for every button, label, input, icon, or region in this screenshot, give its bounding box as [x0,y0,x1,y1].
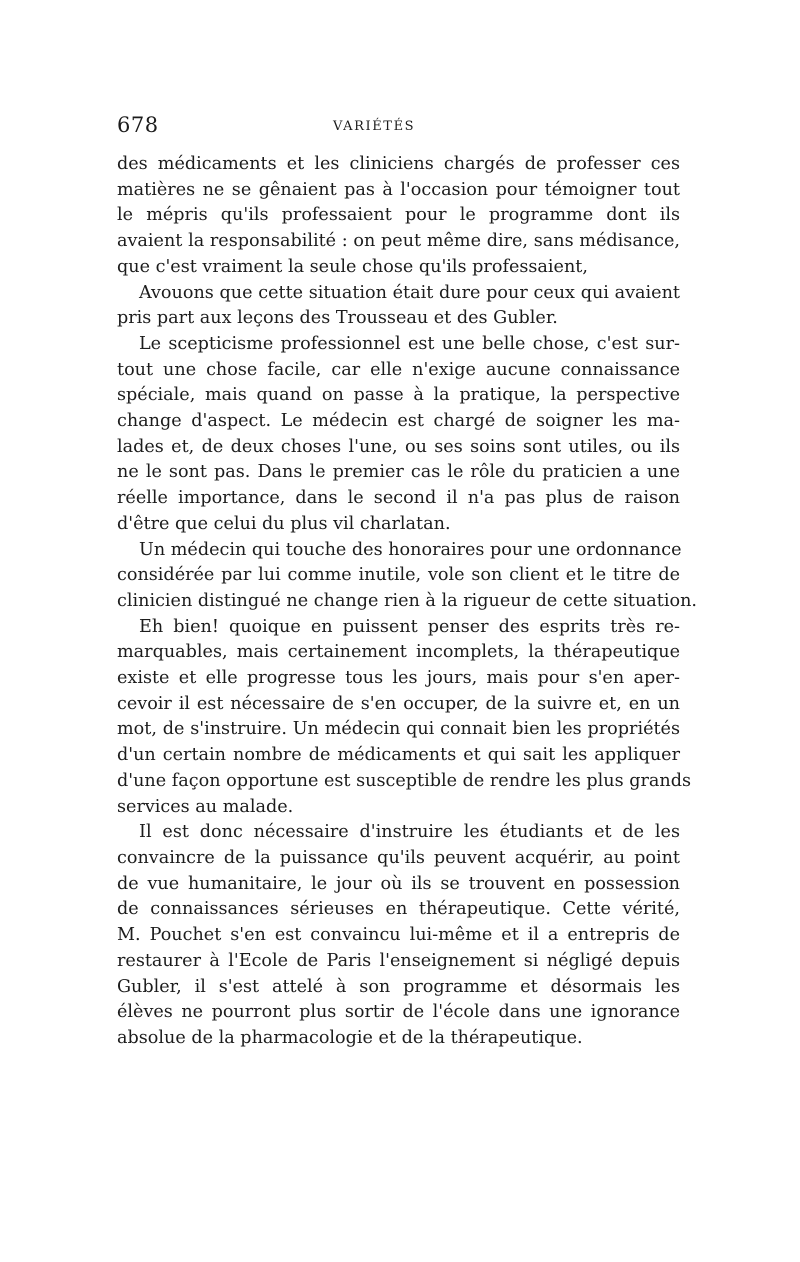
text-line: d'un certain nombre de médicaments et qui sait les appliquer [117,745,680,766]
text-line: Un médecin qui touche des honoraires pour une ordonnance [139,539,682,560]
text-line: Eh bien! quoique en puissent penser des esprits très re- [139,616,680,637]
text-line: change d'aspect. Le médecin est chargé de soigner les ma- [117,411,680,432]
paragraph-6 [117,820,680,1051]
text-line: des médicaments et les cliniciens chargés de professer ces [117,154,680,174]
text-line: réelle importance, dans le second il n'a pas plus de raison [117,488,680,509]
text-line: services au malade. [117,796,294,817]
text-line: lades et, de deux choses l'une, ou ses soins sont utiles, ou ils [117,436,680,457]
text-line: élèves ne pourront plus sortir de l'école dans une ignorance [117,1002,680,1023]
text-line: d'être que celui du plus vil charlatan. [117,513,451,534]
text-line: matières ne se gênaient pas à l'occasion pour témoigner tout [117,179,680,200]
paragraph-2 [117,281,680,332]
text-line: de connaissances sérieuses en thérapeutique. Cette vérité, [117,899,680,920]
text-line: convaincre de la puissance qu'ils peuvent acquérir, au point [117,847,680,868]
page-header [117,113,680,143]
text-line: Gubler, il s'est attelé à son programme et désormais les [117,976,680,997]
text-line: absolue de la pharmacologie et de la thérapeutique. [117,1027,583,1048]
text-line: pris part aux leçons des Trousseau et des Gubler. [117,308,558,329]
text-line: existe et elle progresse tous les jours, mais pour s'en aper- [117,668,680,689]
paragraph-1 [117,152,680,281]
text-line: Il est donc nécessaire d'instruire les étudiants et de les [139,822,680,843]
text-line: mot, de s'instruire. Un médecin qui connait bien les propriétés [117,719,680,740]
text-line: M. Pouchet s'en est convaincu lui-même et il a entrepris de [117,925,680,946]
text-line: considérée par lui comme inutile, vole son client et le titre de [117,565,680,586]
text-body [117,152,698,1052]
text-line: spéciale, mais quand on passe à la pratique, la perspective [117,385,680,406]
text-line: tout une chose facile, car elle n'exige aucune connaissance [117,359,680,380]
text-line: cevoir il est nécessaire de s'en occuper, de la suivre et, en un [117,693,680,714]
text-line: avaient la responsabilité : on peut même dire, sans médisance, [117,231,680,252]
text-line: Avouons que cette situation était dure pour ceux qui avaient [139,282,680,303]
page-number: 678 [117,113,159,137]
text-line: d'une façon opportune est susceptible de rendre les plus grands [117,770,691,791]
paragraph-4 [117,538,698,615]
paragraph-5 [117,615,691,821]
text-line: de vue humanitaire, le jour où ils se trouvent en possession [117,873,680,894]
text-line: clinicien distingué ne change rien à la rigueur de cette situation. [117,590,698,611]
text-line: Le scepticisme professionnel est une belle chose, c'est sur- [139,333,680,354]
paragraph-3 [117,332,680,538]
text-line: que c'est vraiment la seule chose qu'ils professaient, [117,256,588,277]
running-title: VARIÉTÉS [333,119,416,134]
text-line: ne le sont pas. Dans le premier cas le rôle du praticien a une [117,462,680,483]
text-line: marquables, mais certainement incomplets, la thérapeutique [117,642,680,663]
text-line: le mépris qu'ils professaient pour le programme dont ils [117,205,680,226]
text-line: restaurer à l'Ecole de Paris l'enseignement si négligé depuis [117,950,680,971]
